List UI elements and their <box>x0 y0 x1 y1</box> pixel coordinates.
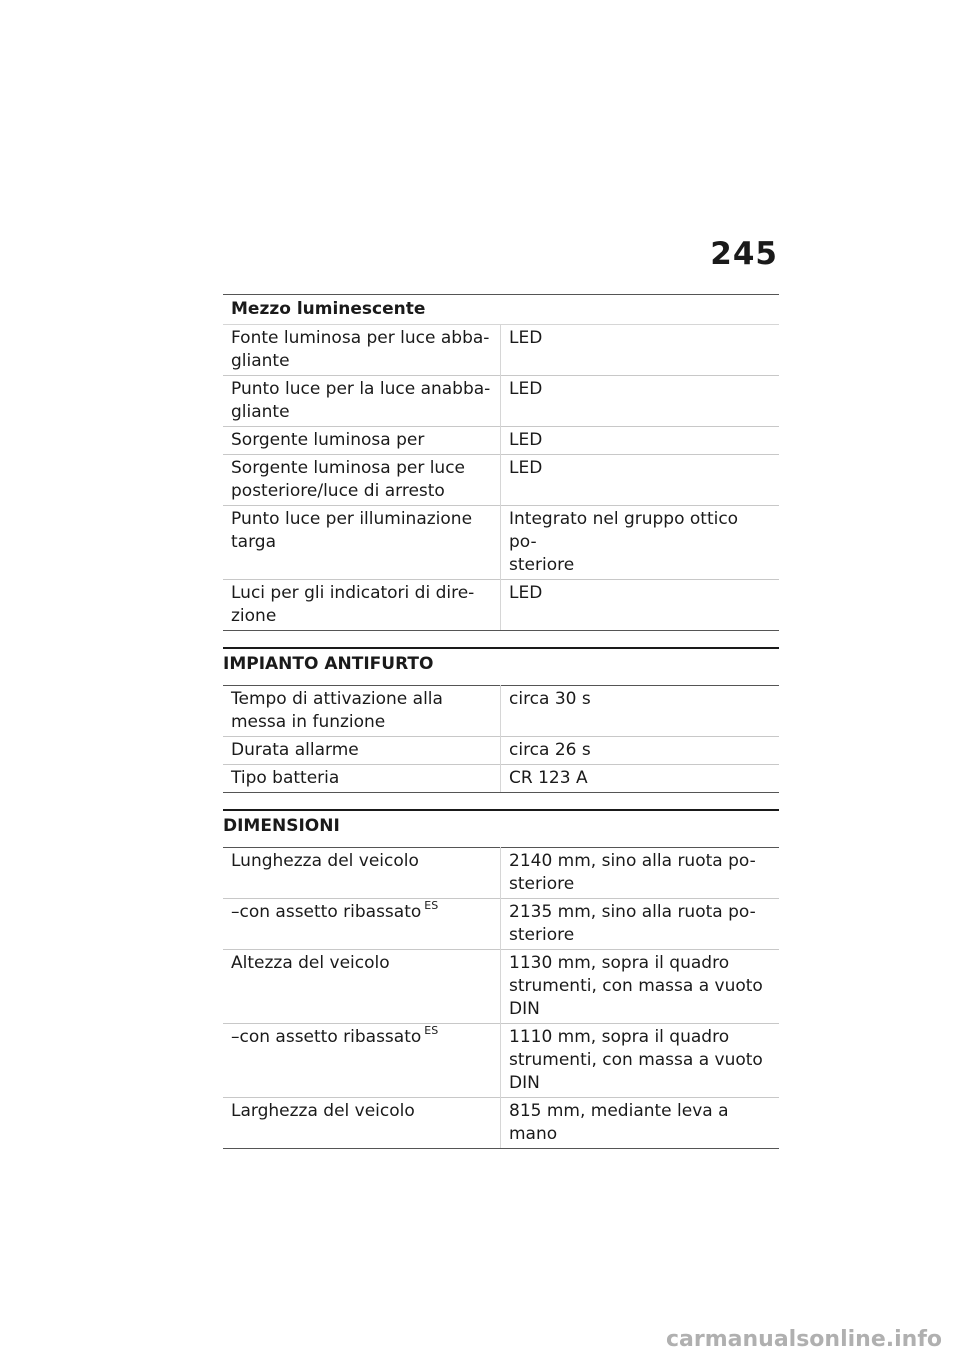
spec-row <box>223 899 779 950</box>
spec-value: LED <box>501 455 780 506</box>
spec-row <box>223 848 779 899</box>
spec-row <box>223 765 779 793</box>
spec-row <box>223 427 779 455</box>
spec-label: Lunghezza del veicolo <box>223 848 501 899</box>
spec-label: –con assetto ribassato $^{ES}$ <box>223 1024 501 1098</box>
spec-label: Sorgente luminosa per <box>223 427 501 455</box>
spec-row <box>223 1024 779 1098</box>
spec-value: 1110 mm, sopra il quadro strumenti, con massa a vuoto DIN <box>501 1024 780 1098</box>
spec-label: Fonte luminosa per luce abba- gliante <box>223 325 501 376</box>
spec-row <box>223 686 779 737</box>
spec-value: 2135 mm, sino alla ruota po- steriore <box>501 899 780 950</box>
spec-label: Luci per gli indicatori di dire- zione <box>223 580 501 631</box>
page-number: 245 <box>710 236 778 272</box>
spec-row <box>223 737 779 765</box>
spec-label: Larghezza del veicolo <box>223 1098 501 1149</box>
spec-label: Durata allarme <box>223 737 501 765</box>
spec-content <box>223 294 779 1149</box>
spec-value: circa 26 s <box>501 737 780 765</box>
spec-value: 815 mm, mediante leva a mano <box>501 1098 780 1149</box>
antitheft-table <box>223 685 779 793</box>
spec-label: Punto luce per la luce anabba- gliante <box>223 376 501 427</box>
spec-row <box>223 455 779 506</box>
option-marker: ES <box>424 1024 439 1037</box>
dimensions-table <box>223 847 779 1149</box>
antitheft-section-title: IMPIANTO ANTIFURTO <box>223 647 779 685</box>
dimensions-section-title: DIMENSIONI <box>223 809 779 847</box>
spec-value: 2140 mm, sino alla ruota po- steriore <box>501 848 780 899</box>
spec-label: Sorgente luminosa per luce posteriore/luce di arresto <box>223 455 501 506</box>
spec-row <box>223 376 779 427</box>
spec-label: –con assetto ribassato $^{ES}$ <box>223 899 501 950</box>
spec-value: LED <box>501 325 780 376</box>
spec-value: LED <box>501 427 780 455</box>
spec-label: Altezza del veicolo <box>223 950 501 1024</box>
spec-value: circa 30 s <box>501 686 780 737</box>
lighting-subheader: Mezzo luminescente <box>223 294 779 324</box>
spec-row <box>223 1098 779 1149</box>
spec-value: LED <box>501 580 780 631</box>
spec-value: CR 123 A <box>501 765 780 793</box>
watermark: carmanualsonline.info <box>666 1327 942 1352</box>
spec-value: LED <box>501 376 780 427</box>
spec-row <box>223 325 779 376</box>
spec-value: 1130 mm, sopra il quadro strumenti, con massa a vuoto DIN <box>501 950 780 1024</box>
option-marker: ES <box>424 899 439 912</box>
spec-value: Integrato nel gruppo ottico po- steriore <box>501 506 780 580</box>
spec-row <box>223 580 779 631</box>
spec-row <box>223 506 779 580</box>
lighting-table <box>223 324 779 631</box>
spec-label: Tempo di attivazione alla messa in funzione <box>223 686 501 737</box>
spec-label: Punto luce per illuminazione targa <box>223 506 501 580</box>
spec-row <box>223 950 779 1024</box>
spec-label: Tipo batteria <box>223 765 501 793</box>
